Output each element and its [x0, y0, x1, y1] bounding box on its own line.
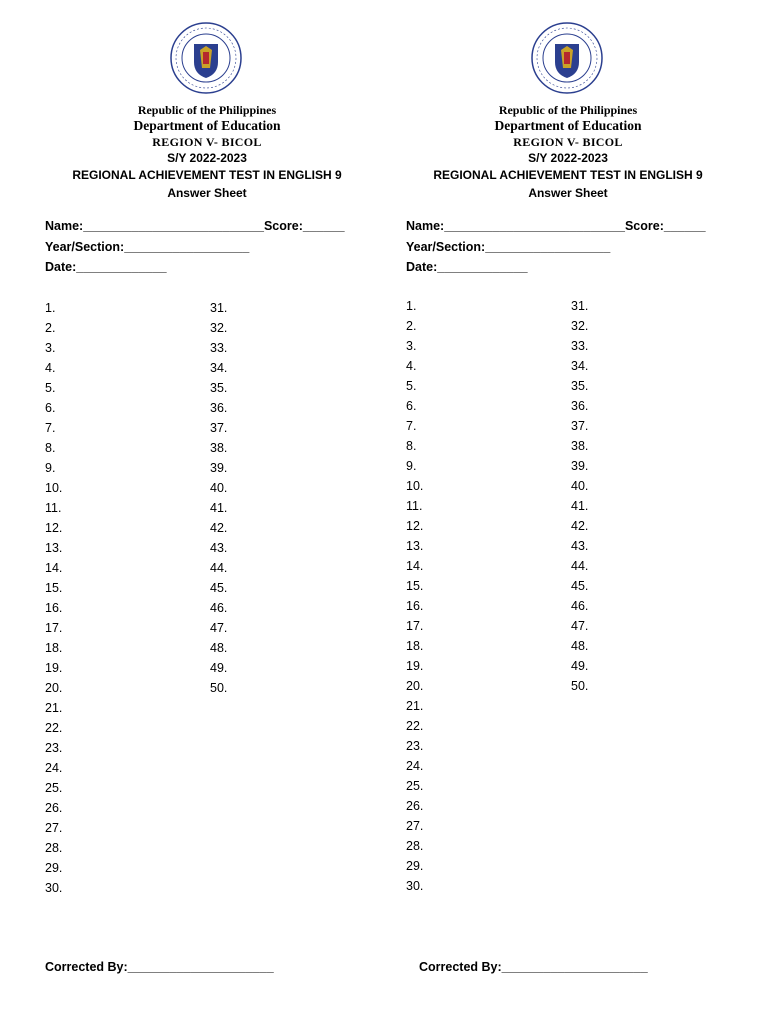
answer-item-number: 7.	[406, 419, 417, 433]
answer-item-number: 47.	[210, 621, 228, 635]
answer-item-number: 39.	[210, 461, 228, 475]
answer-item-number: 47.	[571, 619, 589, 633]
answer-item-number: 15.	[406, 579, 424, 593]
answer-item-number: 27.	[406, 819, 424, 833]
answer-item-number: 30.	[45, 881, 63, 895]
answer-item-number: 4.	[406, 359, 417, 373]
answer-item-number: 16.	[45, 601, 63, 615]
name-score-field[interactable]: Name:__________________________Score:______	[45, 219, 345, 233]
answer-item-number: 44.	[571, 559, 589, 573]
answer-item-number: 32.	[210, 321, 228, 335]
answer-item-number: 29.	[45, 861, 63, 875]
answer-item-number: 7.	[45, 421, 56, 435]
answer-item-number: 11.	[406, 499, 423, 513]
answer-item-number: 50.	[571, 679, 589, 693]
answer-item-number: 19.	[45, 661, 63, 675]
answer-item-number: 50.	[210, 681, 228, 695]
answer-item-number: 31.	[210, 301, 228, 315]
name-score-field[interactable]: Name:__________________________Score:______	[406, 219, 706, 233]
answer-item-number: 23.	[45, 741, 63, 755]
answer-item-number: 45.	[571, 579, 589, 593]
answer-item-number: 16.	[406, 599, 424, 613]
answer-item-number: 14.	[45, 561, 63, 575]
answer-item-number: 39.	[571, 459, 589, 473]
answer-item-number: 26.	[45, 801, 63, 815]
items-column-1	[406, 296, 423, 896]
answer-item-number: 23.	[406, 739, 424, 753]
answer-item-number: 9.	[406, 459, 417, 473]
answer-item-number: 31.	[571, 299, 589, 313]
answer-item-number: 2.	[406, 319, 417, 333]
republic-heading: Republic of the Philippines	[498, 103, 638, 117]
answer-item-number: 29.	[406, 859, 424, 873]
department-heading: Department of Education	[133, 118, 281, 133]
answer-item-number: 49.	[210, 661, 228, 675]
republic-heading: Republic of the Philippines	[137, 103, 277, 117]
answer-item-number: 22.	[45, 721, 63, 735]
year-section-field[interactable]: Year/Section:__________________	[45, 240, 250, 254]
year-section-field[interactable]: Year/Section:__________________	[406, 240, 611, 254]
answer-item-number: 8.	[406, 439, 417, 453]
answer-item-number: 37.	[571, 419, 589, 433]
answer-item-number: 4.	[45, 361, 56, 375]
answer-item-number: 38.	[210, 441, 228, 455]
answer-item-number: 42.	[210, 521, 228, 535]
answer-item-number: 36.	[571, 399, 589, 413]
answer-item-number: 46.	[210, 601, 228, 615]
school-year-heading: S/Y 2022-2023	[167, 151, 247, 165]
corrected-by-field[interactable]: Corrected By:_____________________	[419, 960, 648, 974]
deped-seal-icon	[170, 22, 242, 94]
corrected-by-field[interactable]: Corrected By:_____________________	[45, 960, 274, 974]
answer-item-number: 32.	[571, 319, 589, 333]
items-column-1	[45, 298, 62, 898]
answer-item-number: 48.	[571, 639, 589, 653]
answer-item-number: 21.	[406, 699, 424, 713]
test-title: REGIONAL ACHIEVEMENT TEST IN ENGLISH 9	[72, 168, 342, 182]
answer-item-number: 22.	[406, 719, 424, 733]
school-year-heading: S/Y 2022-2023	[528, 151, 608, 165]
answer-item-number: 37.	[210, 421, 228, 435]
date-field[interactable]: Date:_____________	[406, 260, 528, 274]
department-heading: Department of Education	[494, 118, 642, 133]
answer-item-number: 12.	[45, 521, 63, 535]
answer-item-number: 10.	[406, 479, 424, 493]
answer-item-number: 8.	[45, 441, 56, 455]
answer-item-number: 1.	[45, 301, 56, 315]
answer-item-number: 14.	[406, 559, 424, 573]
answer-item-number: 24.	[45, 761, 63, 775]
answer-item-number: 41.	[210, 501, 228, 515]
region-heading: REGION V- BICOL	[513, 135, 623, 149]
answer-item-number: 20.	[406, 679, 424, 693]
answer-item-number: 40.	[210, 481, 228, 495]
answer-item-number: 2.	[45, 321, 56, 335]
answer-item-number: 9.	[45, 461, 56, 475]
answer-item-number: 13.	[406, 539, 424, 553]
answer-item-number: 19.	[406, 659, 424, 673]
answer-item-number: 28.	[406, 839, 424, 853]
answer-item-number: 49.	[571, 659, 589, 673]
answer-item-number: 24.	[406, 759, 424, 773]
answer-item-number: 25.	[406, 779, 424, 793]
answer-item-number: 27.	[45, 821, 63, 835]
answer-item-number: 33.	[210, 341, 228, 355]
answer-item-number: 17.	[406, 619, 424, 633]
answer-item-number: 18.	[406, 639, 424, 653]
answer-item-number: 43.	[210, 541, 228, 555]
answer-item-number: 35.	[210, 381, 228, 395]
answer-item-number: 45.	[210, 581, 228, 595]
answer-item-number: 43.	[571, 539, 589, 553]
answer-item-number: 33.	[571, 339, 589, 353]
answer-item-number: 5.	[406, 379, 417, 393]
answer-item-number: 25.	[45, 781, 63, 795]
test-title: REGIONAL ACHIEVEMENT TEST IN ENGLISH 9	[433, 168, 703, 182]
answer-item-number: 30.	[406, 879, 424, 893]
answer-item-number: 48.	[210, 641, 228, 655]
answer-item-number: 38.	[571, 439, 589, 453]
answer-item-number: 17.	[45, 621, 63, 635]
answer-item-number: 18.	[45, 641, 63, 655]
region-heading: REGION V- BICOL	[152, 135, 262, 149]
answer-item-number: 36.	[210, 401, 228, 415]
answer-item-number: 3.	[45, 341, 56, 355]
items-column-2	[571, 296, 588, 696]
answer-item-number: 21.	[45, 701, 63, 715]
answer-item-number: 6.	[406, 399, 417, 413]
answer-item-number: 6.	[45, 401, 56, 415]
answer-item-number: 15.	[45, 581, 63, 595]
answer-sheet-right	[361, 0, 745, 1024]
answer-item-number: 10.	[45, 481, 63, 495]
answer-item-number: 34.	[210, 361, 228, 375]
answer-item-number: 40.	[571, 479, 589, 493]
answer-item-number: 44.	[210, 561, 228, 575]
answer-sheet-subtitle: Answer Sheet	[167, 186, 247, 200]
answer-item-number: 13.	[45, 541, 63, 555]
answer-item-number: 1.	[406, 299, 417, 313]
answer-item-number: 42.	[571, 519, 589, 533]
answer-item-number: 35.	[571, 379, 589, 393]
answer-item-number: 11.	[45, 501, 62, 515]
answer-item-number: 12.	[406, 519, 424, 533]
items-column-2	[210, 298, 227, 698]
answer-item-number: 41.	[571, 499, 589, 513]
answer-item-number: 20.	[45, 681, 63, 695]
answer-item-number: 26.	[406, 799, 424, 813]
answer-item-number: 3.	[406, 339, 417, 353]
deped-seal-icon	[531, 22, 603, 94]
answer-item-number: 34.	[571, 359, 589, 373]
date-field[interactable]: Date:_____________	[45, 260, 167, 274]
answer-item-number: 5.	[45, 381, 56, 395]
answer-sheet-subtitle: Answer Sheet	[528, 186, 608, 200]
answer-item-number: 28.	[45, 841, 63, 855]
answer-item-number: 46.	[571, 599, 589, 613]
